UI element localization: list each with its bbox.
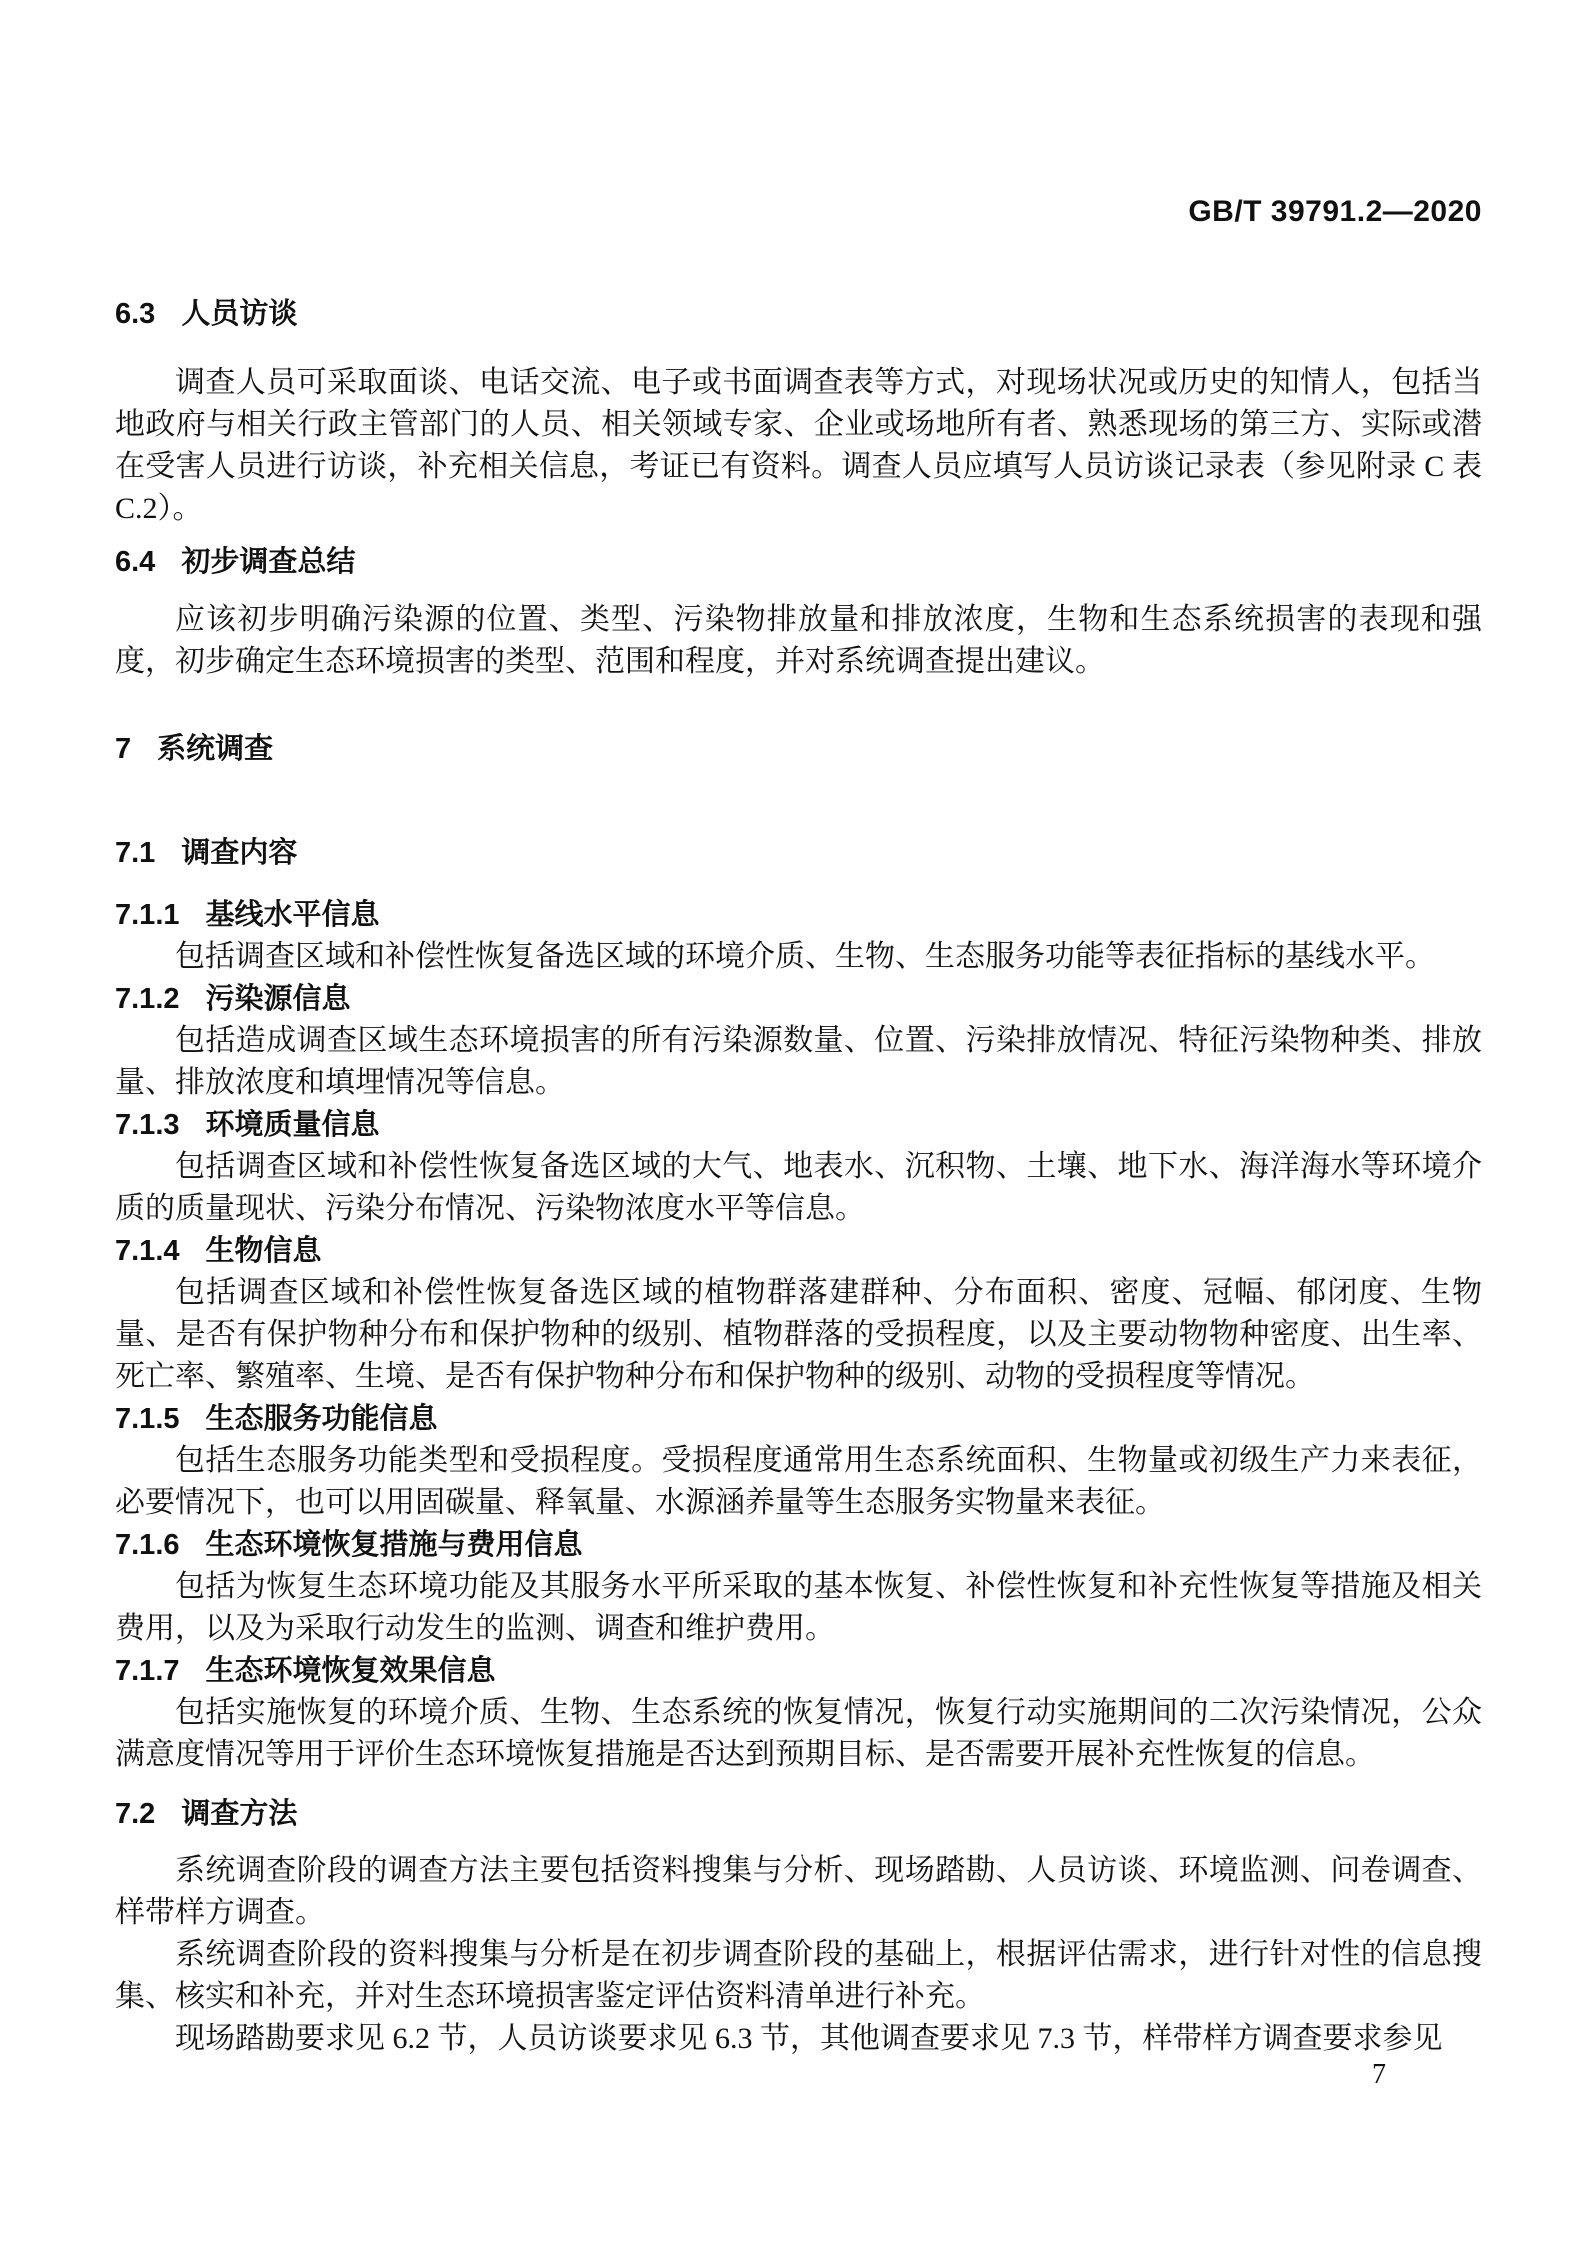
clause-7-1-5-number: 7.1.5 xyxy=(115,1403,180,1435)
clause-7-2-heading xyxy=(115,1793,1482,1835)
clause-7-1-3-title: 环境质量信息 xyxy=(205,1109,380,1141)
clause-7-1-5-paragraph: 包括生态服务功能类型和受损程度。受损程度通常用生态系统面积、生物量或初级生产力来表征，必要情况下，也可以用固碳量、释氧量、水源涵养量等生态服务实物量来表征。 xyxy=(115,1444,1482,1519)
clause-6-3-heading xyxy=(115,293,1482,335)
clause-7-2-number: 7.2 xyxy=(115,1798,156,1830)
clause-7-1-2-number: 7.1.2 xyxy=(115,983,180,1015)
clause-7-1-4-paragraph: 包括调查区域和补偿性恢复备选区域的植物群落建群种、分布面积、密度、冠幅、郁闭度、生物量、是否有保护物种分布和保护物种的级别、植物群落的受损程度，以及主要动物物种密度、出生率、死亡率、繁殖率、生境、是否有保护物种分布和保护物种的级别、动物的受损程度等情况。 xyxy=(115,1276,1482,1393)
clause-6-3-paragraph: 调查人员可采取面谈、电话交流、电子或书面调查表等方式，对现场状况或历史的知情人，包括当地政府与相关行政主管部门的人员、相关领域专家、企业或场地所有者、熟悉现场的第三方、实际或潜在受害人员进行访谈，补充相关信息，考证已有资料。调查人员应填写人员访谈记录表（参见附录 C 表 C.2）。 xyxy=(115,366,1482,525)
clause-7-1-7-number: 7.1.7 xyxy=(115,1655,180,1687)
clause-6-4-title: 初步调查总结 xyxy=(181,546,356,578)
clause-7-2-paragraph-2: 系统调查阶段的资料搜集与分析是在初步调查阶段的基础上，根据评估需求，进行针对性的信息搜集、核实和补充，并对生态环境损害鉴定评估资料清单进行补充。 xyxy=(115,1938,1482,2013)
clause-6-3-title: 人员访谈 xyxy=(181,298,298,330)
clause-7-1-2-paragraph: 包括造成调查区域生态环境损害的所有污染源数量、位置、污染排放情况、特征污染物种类、排放量、排放浓度和填埋情况等信息。 xyxy=(115,1024,1482,1099)
clause-7-1-number: 7.1 xyxy=(115,837,156,869)
clause-7-1-1-title: 基线水平信息 xyxy=(205,899,380,931)
clause-7-1-2-heading xyxy=(115,978,1482,1020)
clause-7-1-6-heading xyxy=(115,1524,1482,1566)
clause-7-1-7-paragraph: 包括实施恢复的环境介质、生物、生态系统的恢复情况，恢复行动实施期间的二次污染情况，公众满意度情况等用于评价生态环境恢复措施是否达到预期目标、是否需要开展补充性恢复的信息。 xyxy=(115,1696,1482,1771)
clause-6-4-paragraph: 应该初步明确污染源的位置、类型、污染物排放量和排放浓度，生物和生态系统损害的表现和强度，初步确定生态环境损害的类型、范围和程度，并对系统调查提出建议。 xyxy=(115,603,1482,678)
clause-7-1-3-number: 7.1.3 xyxy=(115,1109,180,1141)
clause-6-4-heading xyxy=(115,541,1482,583)
clause-7-1-title: 调查内容 xyxy=(181,837,298,869)
clause-7-2-title: 调查方法 xyxy=(181,1798,298,1830)
clause-7-2-paragraph-1: 系统调查阶段的调查方法主要包括资料搜集与分析、现场踏勘、人员访谈、环境监测、问卷调查、样带样方调查。 xyxy=(115,1854,1482,1929)
clause-7-1-6-paragraph: 包括为恢复生态环境功能及其服务水平所采取的基本恢复、补偿性恢复和补充性恢复等措施及相关费用，以及为采取行动发生的监测、调查和维护费用。 xyxy=(115,1570,1482,1645)
clause-7-1-4-number: 7.1.4 xyxy=(115,1235,180,1267)
clause-7-heading xyxy=(115,728,1482,770)
clause-7-1-5-title: 生态服务功能信息 xyxy=(205,1403,438,1435)
clause-7-1-1-heading xyxy=(115,894,1482,936)
clause-7-1-heading xyxy=(115,832,1482,874)
clause-7-1-1-paragraph: 包括调查区域和补偿性恢复备选区域的环境介质、生物、生态服务功能等表征指标的基线水平。 xyxy=(175,940,1435,973)
standard-number-header: GB/T 39791.2—2020 xyxy=(1188,195,1482,228)
clause-7-1-6-number: 7.1.6 xyxy=(115,1529,180,1561)
clause-7-title: 系统调查 xyxy=(157,733,274,765)
clause-6-3-number: 6.3 xyxy=(115,298,156,330)
page-number: 7 xyxy=(1372,2059,1386,2090)
document-content xyxy=(115,0,1482,2060)
clause-6-4-number: 6.4 xyxy=(115,546,156,578)
clause-7-1-3-paragraph: 包括调查区域和补偿性恢复备选区域的大气、地表水、沉积物、土壤、地下水、海洋海水等环境介质的质量现状、污染分布情况、污染物浓度水平等信息。 xyxy=(115,1150,1482,1225)
clause-7-1-3-heading xyxy=(115,1104,1482,1146)
clause-7-1-5-heading xyxy=(115,1398,1482,1440)
clause-7-number: 7 xyxy=(115,733,132,765)
clause-7-1-4-title: 生物信息 xyxy=(205,1235,322,1267)
clause-7-1-2-title: 污染源信息 xyxy=(205,983,351,1015)
clause-7-2-paragraph-3: 现场踏勘要求见 6.2 节，人员访谈要求见 6.3 节，其他调查要求见 7.3 节，样带样方调查要求参见 xyxy=(175,2022,1443,2055)
clause-7-1-4-heading xyxy=(115,1230,1482,1272)
clause-7-1-1-number: 7.1.1 xyxy=(115,899,180,931)
clause-7-1-6-title: 生态环境恢复措施与费用信息 xyxy=(205,1529,583,1561)
clause-7-1-7-heading xyxy=(115,1650,1482,1692)
clause-7-1-7-title: 生态环境恢复效果信息 xyxy=(205,1655,496,1687)
